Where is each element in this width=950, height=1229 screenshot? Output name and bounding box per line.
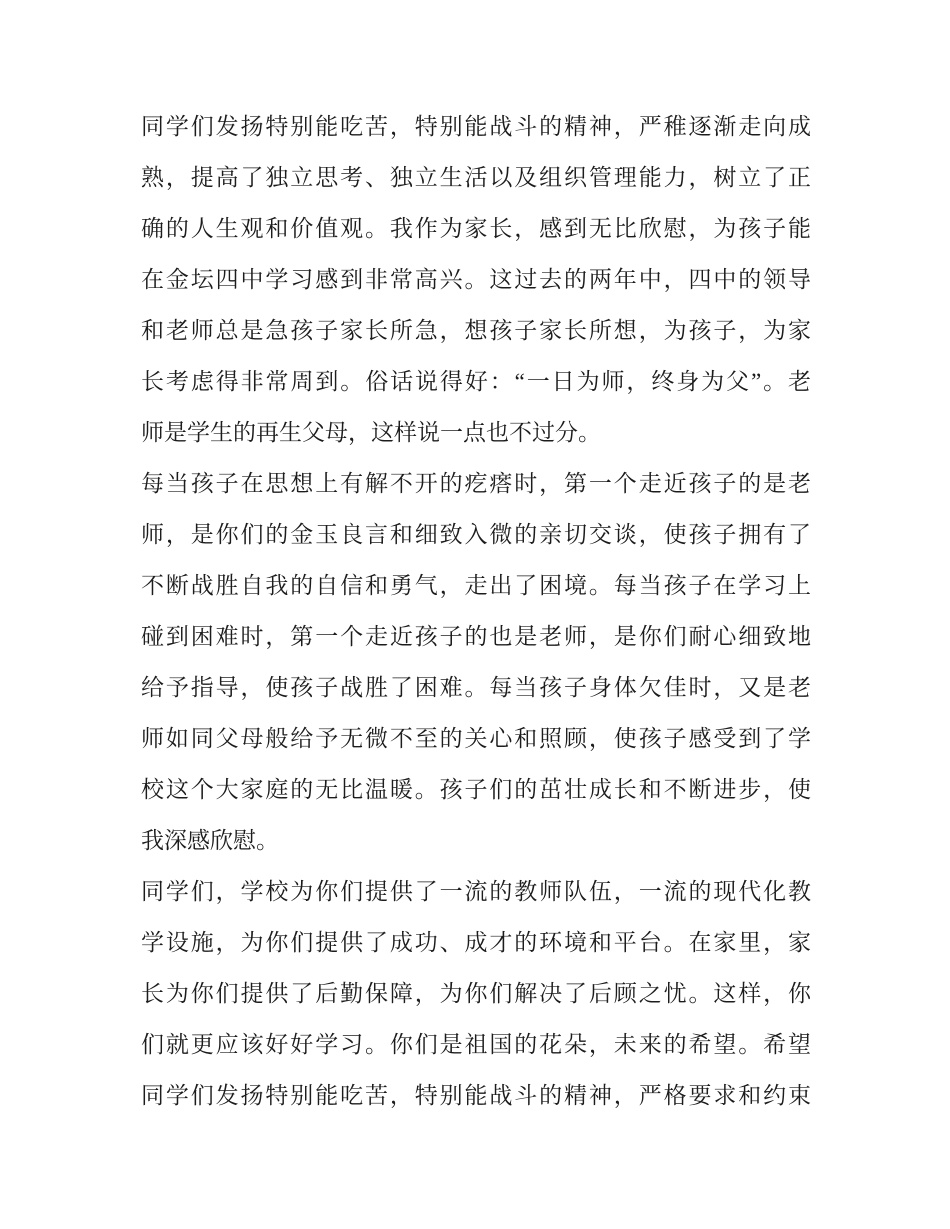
paragraph [141,458,811,866]
text-line: 同学们发扬特别能吃苦，特别能战斗的精神，严格要求和约束 [141,1083,811,1108]
text-line: 长为你们提供了后勤保障，为你们解决了后顾之忧。这样，你 [141,981,811,1006]
text-line: 学设施，为你们提供了成功、成才的环境和平台。在家里，家 [141,930,811,955]
paragraph [141,101,811,458]
text-line: 师是学生的再生父母，这样说一点也不过分。 [141,420,601,445]
text-line: 碰到困难时，第一个走近孩子的也是老师，是你们耐心细致地 [141,624,811,649]
text-line: 校这个大家庭的无比温暖。孩子们的茁壮成长和不断进步，使 [141,777,811,802]
text-line: 确的人生观和价值观。我作为家长，感到无比欣慰，为孩子能 [141,216,811,241]
text-line: 们就更应该好好学习。你们是祖国的花朵，未来的希望。希望 [141,1032,811,1057]
text-line: 师，是你们的金玉良言和细致入微的亲切交谈，使孩子拥有了 [141,522,811,547]
text-line: 不断战胜自我的自信和勇气，走出了困境。每当孩子在学习上 [141,573,811,598]
text-line: 和老师总是急孩子家长所急，想孩子家长所想，为孩子，为家 [141,318,811,343]
text-line: 同学们发扬特别能吃苦，特别能战斗的精神，严稚逐渐走向成 [141,114,811,139]
text-line: 我深感欣慰。 [141,828,279,853]
document-body [141,101,811,1121]
text-line: 在金坛四中学习感到非常高兴。这过去的两年中，四中的领导 [141,267,811,292]
paragraph [141,866,811,1121]
text-line: 同学们，学校为你们提供了一流的教师队伍，一流的现代化教 [141,879,811,904]
text-line: 熟，提高了独立思考、独立生活以及组织管理能力，树立了正 [141,165,811,190]
text-line: 师如同父母般给予无微不至的关心和照顾，使孩子感受到了学 [141,726,811,751]
text-line: 长考虑得非常周到。俗话说得好：“一日为师，终身为父”。老 [141,369,811,394]
text-line: 给予指导，使孩子战胜了困难。每当孩子身体欠佳时，又是老 [141,675,811,700]
text-line: 每当孩子在思想上有解不开的疙瘩时，第一个走近孩子的是老 [141,471,811,496]
